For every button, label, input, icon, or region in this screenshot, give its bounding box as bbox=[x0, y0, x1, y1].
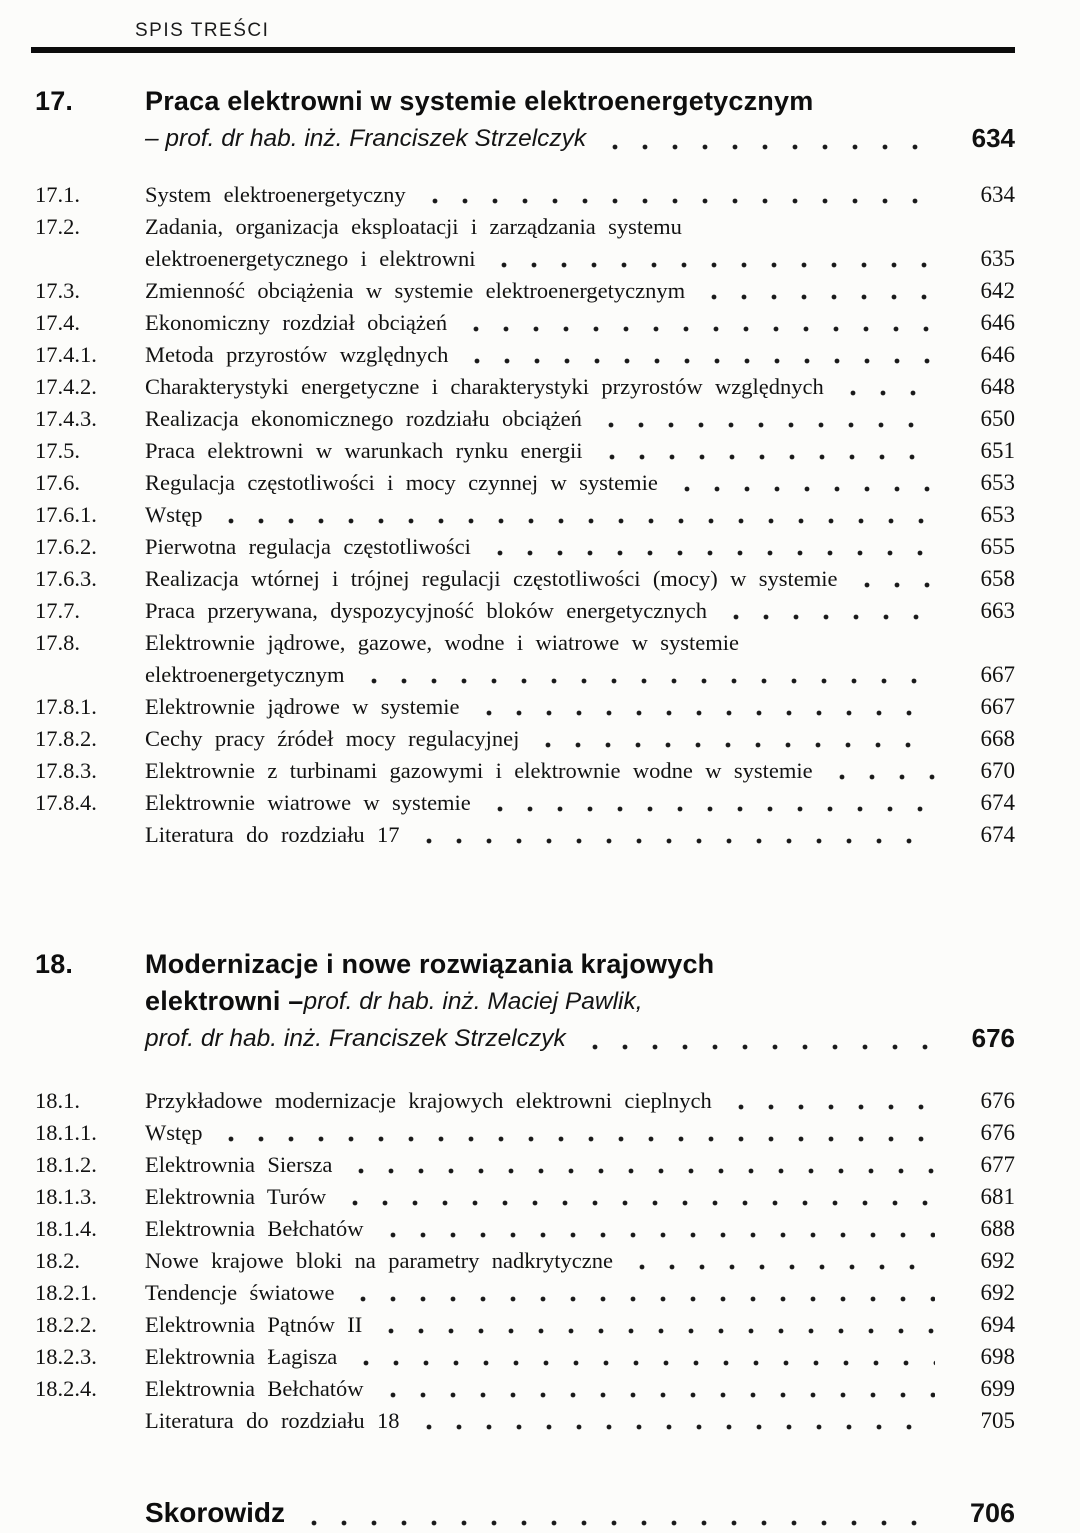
dot-leader bbox=[597, 454, 935, 460]
toc-entry-row bbox=[35, 595, 1015, 627]
entry-number: 17.8. bbox=[35, 630, 80, 655]
entry-title: Wstęp bbox=[145, 502, 203, 527]
toc-entry-row bbox=[35, 1117, 1015, 1149]
entry-page-number: 667 bbox=[980, 694, 1015, 719]
toc-entry-row bbox=[35, 403, 1015, 435]
chapter-heading bbox=[35, 83, 1015, 157]
entry-number: 18.2. bbox=[35, 1248, 80, 1273]
dot-leader bbox=[414, 838, 935, 844]
entry-number: 17.6.2. bbox=[35, 534, 97, 559]
dot-leader bbox=[346, 1168, 935, 1174]
entry-page-number: 646 bbox=[980, 310, 1015, 335]
entry-page-number: 674 bbox=[980, 822, 1015, 847]
dot-leader bbox=[485, 806, 935, 812]
entry-page-number: 642 bbox=[980, 278, 1015, 303]
entry-title: Elektrownia Turów bbox=[145, 1184, 327, 1209]
chapter-heading-text bbox=[145, 83, 1015, 120]
chapter-number: 18. bbox=[35, 949, 74, 979]
chapter-section bbox=[35, 946, 1015, 1437]
entry-title: Wstęp bbox=[145, 1120, 203, 1145]
entry-title: Cechy pracy źródeł mocy regulacyjnej bbox=[145, 726, 520, 751]
dot-leader bbox=[838, 390, 935, 396]
entry-number: 17.6.3. bbox=[35, 566, 97, 591]
entry-number: 17.4.1. bbox=[35, 342, 97, 367]
entry-number: 18.1.2. bbox=[35, 1152, 97, 1177]
toc-entry-row bbox=[35, 179, 1015, 211]
entry-number: 18.2.3. bbox=[35, 1344, 97, 1369]
toc-entry-row bbox=[35, 1213, 1015, 1245]
entry-title: Elektrownie z turbinami gazowymi i elektrownie wodne w systemie bbox=[145, 758, 813, 783]
entry-page-number: 655 bbox=[980, 534, 1015, 559]
entry-page-number: 692 bbox=[980, 1280, 1015, 1305]
toc-header-label: SPIS TREŚCI bbox=[135, 20, 270, 41]
entry-title: Nowe krajowe bloki na parametry nadkrytyczne bbox=[145, 1248, 613, 1273]
entry-page-number: 698 bbox=[980, 1344, 1015, 1369]
entry-title: Elektrownie wiatrowe w systemie bbox=[145, 790, 471, 815]
entry-title: Ekonomiczny rozdział obciążeń bbox=[145, 310, 448, 335]
dot-leader bbox=[827, 774, 935, 780]
dot-leader bbox=[340, 1200, 935, 1206]
entry-number: 18.2.4. bbox=[35, 1376, 97, 1401]
entry-number: 17.3. bbox=[35, 278, 80, 303]
toc-entry-row bbox=[35, 307, 1015, 339]
chapter-page-number: 634 bbox=[971, 123, 1015, 153]
entry-title: Zmienność obciążenia w systemie elektroenergetycznym bbox=[145, 278, 686, 303]
entry-number: 18.1.3. bbox=[35, 1184, 97, 1209]
entry-page-number: 668 bbox=[980, 726, 1015, 751]
chapter-section bbox=[35, 83, 1015, 851]
toc-entry-row bbox=[35, 435, 1015, 467]
entry-title: Charakterystyki energetyczne i charakterystyki przyrostów względnych bbox=[145, 374, 824, 399]
dot-leader bbox=[461, 326, 935, 332]
dot-leader bbox=[462, 358, 935, 364]
dot-leader bbox=[485, 550, 935, 556]
toc-entry-row bbox=[35, 755, 1015, 787]
entry-page-number: 635 bbox=[980, 246, 1015, 271]
dot-leader bbox=[596, 422, 935, 428]
chapter-heading-text bbox=[145, 120, 949, 157]
entry-title: Realizacja wtórnej i trójnej regulacji częstotliwości (mocy) w systemie bbox=[145, 566, 838, 591]
entry-number: 18.1.4. bbox=[35, 1216, 97, 1241]
dot-leader bbox=[420, 198, 935, 204]
toc-entry-row bbox=[35, 819, 1015, 851]
entry-number: 17.8.4. bbox=[35, 790, 97, 815]
header-rule bbox=[31, 47, 1015, 53]
entry-title: Literatura do rozdziału 17 bbox=[145, 822, 400, 847]
entry-title: Elektrownia Pątnów II bbox=[145, 1312, 363, 1337]
index-row bbox=[35, 1493, 1015, 1533]
dot-leader bbox=[359, 678, 936, 684]
dot-leader bbox=[726, 1104, 935, 1110]
entry-number: 17.8.3. bbox=[35, 758, 97, 783]
entry-title: Praca przerywana, dyspozycyjność bloków energetycznych bbox=[145, 598, 708, 623]
dot-leader bbox=[348, 1296, 935, 1302]
toc-entry-row bbox=[35, 467, 1015, 499]
dot-leader bbox=[721, 614, 935, 620]
toc-entry-row bbox=[35, 1245, 1015, 1277]
entry-page-number: 653 bbox=[980, 470, 1015, 495]
toc-entry-row bbox=[35, 787, 1015, 819]
dot-leader bbox=[216, 518, 935, 524]
entry-number: 17.8.1. bbox=[35, 694, 97, 719]
toc-entry-row bbox=[35, 1181, 1015, 1213]
entry-number: 17.4.3. bbox=[35, 406, 97, 431]
entry-number: 17.5. bbox=[35, 438, 80, 463]
toc-entry-row bbox=[35, 1405, 1015, 1437]
chapter-heading-line bbox=[35, 983, 1015, 1020]
chapter-heading bbox=[35, 946, 1015, 1057]
dot-leader bbox=[627, 1264, 935, 1270]
toc-entry-row bbox=[35, 499, 1015, 531]
entry-page-number: 650 bbox=[980, 406, 1015, 431]
entry-page-number: 705 bbox=[980, 1408, 1015, 1433]
entry-number: 17.7. bbox=[35, 598, 80, 623]
dot-leader bbox=[852, 582, 935, 588]
toc-entry-row bbox=[35, 371, 1015, 403]
entry-title: Metoda przyrostów względnych bbox=[145, 342, 449, 367]
toc-entries bbox=[35, 1085, 1015, 1437]
entry-title: Literatura do rozdziału 18 bbox=[145, 1408, 400, 1433]
entry-page-number: 651 bbox=[980, 438, 1015, 463]
chapter-title-text: elektrowni – bbox=[145, 986, 304, 1016]
entry-page-number: 674 bbox=[980, 790, 1015, 815]
entry-number: 17.6.1. bbox=[35, 502, 97, 527]
entry-number: 17.1. bbox=[35, 182, 80, 207]
entry-number: 18.2.2. bbox=[35, 1312, 97, 1337]
index-page-number: 706 bbox=[969, 1498, 1015, 1528]
index-label: Skorowidz bbox=[145, 1497, 286, 1528]
chapter-author-text: prof. dr hab. inż. Maciej Pawlik, bbox=[303, 988, 643, 1015]
chapter-heading-line bbox=[35, 1020, 1015, 1057]
entry-title: Przykładowe modernizacje krajowych elektrowni cieplnych bbox=[145, 1088, 712, 1113]
toc-entry-row bbox=[35, 531, 1015, 563]
chapters bbox=[35, 83, 1015, 1437]
entry-page-number: 658 bbox=[980, 566, 1015, 591]
entry-page-number: 694 bbox=[980, 1312, 1015, 1337]
entry-title: elektroenergetycznego i elektrowni bbox=[145, 246, 476, 271]
dot-leader bbox=[299, 1520, 935, 1526]
entry-page-number: 699 bbox=[980, 1376, 1015, 1401]
toc-entry-row bbox=[35, 211, 1015, 275]
dot-leader bbox=[351, 1360, 935, 1366]
entry-number: 17.8.2. bbox=[35, 726, 97, 751]
entry-page-number: 677 bbox=[980, 1152, 1015, 1177]
toc-entry-row bbox=[35, 1085, 1015, 1117]
toc-entry-row bbox=[35, 1373, 1015, 1405]
chapter-author-text: – prof. dr hab. inż. Franciszek Strzelczyk bbox=[145, 125, 587, 152]
entry-number: 17.4.2. bbox=[35, 374, 97, 399]
toc-entries bbox=[35, 179, 1015, 851]
entry-page-number: 670 bbox=[980, 758, 1015, 783]
entry-page-number: 692 bbox=[980, 1248, 1015, 1273]
dot-leader bbox=[672, 486, 935, 492]
dot-leader bbox=[414, 1424, 935, 1430]
dot-leader bbox=[580, 1044, 935, 1050]
chapter-number: 17. bbox=[35, 86, 74, 116]
toc-entry-row bbox=[35, 275, 1015, 307]
entry-title: Pierwotna regulacja częstotliwości bbox=[145, 534, 471, 559]
dot-leader bbox=[489, 262, 935, 268]
entry-page-number: 634 bbox=[980, 182, 1015, 207]
entry-title: Elektrownia Siersza bbox=[145, 1152, 333, 1177]
entry-number: 17.2. bbox=[35, 214, 80, 239]
chapter-page-number: 676 bbox=[971, 1023, 1015, 1053]
entry-title: System elektroenergetyczny bbox=[145, 182, 406, 207]
entry-page-number: 653 bbox=[980, 502, 1015, 527]
entry-page-number: 676 bbox=[980, 1120, 1015, 1145]
chapter-heading-text bbox=[145, 983, 1015, 1020]
dot-leader bbox=[533, 742, 935, 748]
entry-title: Tendencje światowe bbox=[145, 1280, 335, 1305]
dot-leader bbox=[216, 1136, 935, 1142]
chapter-heading-text bbox=[145, 1020, 949, 1057]
entry-number: 18.1. bbox=[35, 1088, 80, 1113]
entry-title: Regulacja częstotliwości i mocy czynnej w systemie bbox=[145, 470, 658, 495]
toc-entry-row bbox=[35, 723, 1015, 755]
entry-page-number: 663 bbox=[980, 598, 1015, 623]
chapter-title-text: Praca elektrowni w systemie elektroenergetycznym bbox=[145, 86, 814, 116]
toc-entry-row bbox=[35, 627, 1015, 691]
entry-number: 18.1.1. bbox=[35, 1120, 97, 1145]
entry-title: Elektrownia Łagisza bbox=[145, 1344, 338, 1369]
toc-entry-row bbox=[35, 1277, 1015, 1309]
entry-title: Elektrownia Bełchatów bbox=[145, 1376, 364, 1401]
chapter-heading-line bbox=[35, 83, 1015, 120]
entry-page-number: 667 bbox=[980, 662, 1015, 687]
chapter-title-text: Modernizacje i nowe rozwiązania krajowych bbox=[145, 949, 715, 979]
entry-number: 17.6. bbox=[35, 470, 80, 495]
entry-page-number: 688 bbox=[980, 1216, 1015, 1241]
dot-leader bbox=[474, 710, 935, 716]
entry-page-number: 681 bbox=[980, 1184, 1015, 1209]
entry-title-line1: Elektrownie jądrowe, gazowe, wodne i wiatrowe w systemie bbox=[145, 630, 739, 655]
entry-title: Elektrownie jądrowe w systemie bbox=[145, 694, 460, 719]
entry-title: Elektrownia Bełchatów bbox=[145, 1216, 364, 1241]
toc-entry-row bbox=[35, 691, 1015, 723]
chapter-heading-text bbox=[145, 946, 1015, 983]
toc-entry-row bbox=[35, 1149, 1015, 1181]
chapter-heading-line bbox=[35, 946, 1015, 983]
toc-entry-row bbox=[35, 339, 1015, 371]
dot-leader bbox=[376, 1328, 935, 1334]
entry-number: 18.2.1. bbox=[35, 1280, 97, 1305]
entry-page-number: 646 bbox=[980, 342, 1015, 367]
entry-title: Praca elektrowni w warunkach rynku energii bbox=[145, 438, 583, 463]
dot-leader bbox=[600, 144, 935, 150]
dot-leader bbox=[378, 1232, 935, 1238]
entry-number: 17.4. bbox=[35, 310, 80, 335]
toc-entry-row bbox=[35, 1341, 1015, 1373]
chapter-author-text: prof. dr hab. inż. Franciszek Strzelczyk bbox=[145, 1025, 566, 1052]
toc-entry-row bbox=[35, 563, 1015, 595]
dot-leader bbox=[699, 294, 935, 300]
chapter-heading-line bbox=[35, 120, 1015, 157]
entry-page-number: 648 bbox=[980, 374, 1015, 399]
entry-title-line1: Zadania, organizacja eksploatacji i zarządzania systemu bbox=[145, 214, 682, 239]
entry-title: Realizacja ekonomicznego rozdziału obciążeń bbox=[145, 406, 582, 431]
dot-leader bbox=[378, 1392, 935, 1398]
entry-page-number: 676 bbox=[980, 1088, 1015, 1113]
toc-entry-row bbox=[35, 1309, 1015, 1341]
entry-title: elektroenergetycznym bbox=[145, 662, 345, 687]
